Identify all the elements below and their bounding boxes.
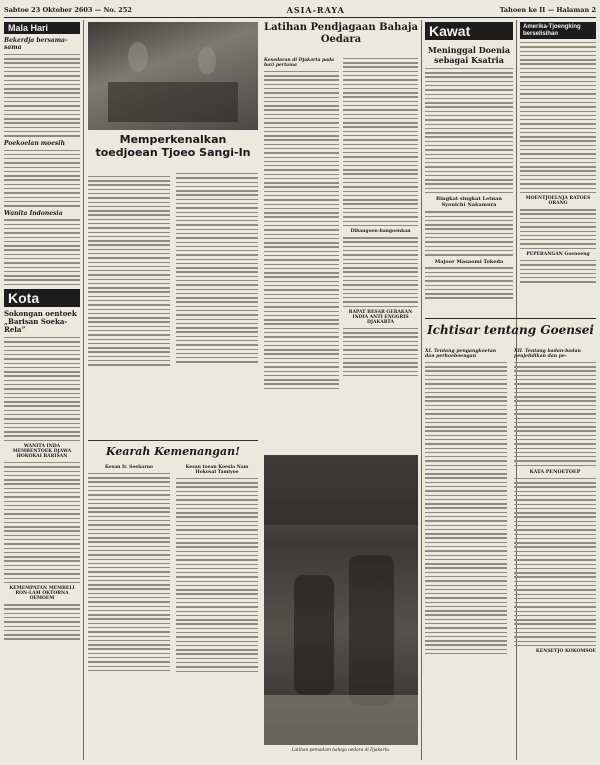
amerika-column [520, 22, 596, 352]
ichtisar-header [425, 318, 596, 341]
article-body [4, 150, 80, 207]
article-body [88, 473, 170, 671]
oedara-subhead-1: Kesedaran di Djakarta pada hari pertama [264, 58, 335, 68]
kawat-headline-3: Majoor Masaomi Tokeda [434, 258, 504, 265]
masthead-date: Sabtoe 23 Oktober 2603 — No. 252 [4, 6, 132, 14]
ichtisar-col-1 [425, 346, 507, 756]
article-body [520, 209, 596, 249]
kearah-header [88, 440, 258, 461]
article-body [4, 462, 80, 583]
article-body [343, 328, 418, 376]
kawat-headline-1: Meninggal Doenia sebagai Ksatria [427, 45, 511, 65]
masthead-page: Tahoen ke II — Halaman 2 [499, 6, 596, 14]
kawat-headline-2: Ringkat singkat Letnan Syouichi Nakamura [435, 196, 503, 209]
kearah-right [176, 462, 258, 762]
article-body [4, 219, 80, 285]
mala-hari-headline-2: Poekoelan moesih [4, 139, 65, 147]
article-body [514, 362, 596, 466]
kearah-subhead-right: Kesan toean Koesia Nam Hokosai Tamiyoe [185, 465, 249, 475]
article-body [425, 267, 513, 298]
left-column [4, 22, 80, 762]
council-photo [88, 22, 258, 130]
article-body [88, 173, 258, 367]
kota-heading: Kota [4, 289, 80, 307]
ichtisar-col-2 [514, 346, 596, 756]
air-raid-drill-photo [264, 455, 418, 745]
kota-headline-2: WANITA INDA MEMBENTOEK DJAWA HOKOKAI BARISAN [12, 444, 72, 460]
kearah-left [88, 462, 170, 762]
oedara-subhead-2: Dibangoen-bangoenkan [350, 229, 411, 235]
mala-hari-headline-1: Bekerdja bersama-sama [4, 37, 68, 51]
article-body [520, 42, 596, 193]
amerika-heading: Amerika-Tjoengking berselisihan [520, 22, 596, 39]
oedara-col-2 [343, 55, 418, 455]
column-separator [83, 20, 84, 760]
ichtisar-sub-2: XII. Tentang badan-badan penjelidikan dan pe- [514, 349, 581, 359]
kearah-headline: Kearah Kemenangan! [106, 445, 240, 458]
ichtisar-sub-3: KATA PENOETOEP [529, 469, 581, 476]
article-body [4, 337, 80, 441]
article-body [520, 260, 596, 283]
article-body [425, 211, 513, 255]
kota-headline-1: Sokongan oentoek „Barisan Soeka-Rela” [4, 309, 77, 335]
article-body [514, 478, 596, 646]
article-body [4, 604, 80, 640]
article-body [4, 54, 80, 137]
ichtisar-sub-1: XI. Tentang pengangkoetan dan perhoeboengan [425, 349, 497, 359]
article-body [343, 237, 418, 307]
kota-headline-3: KEMEMPATAN MEMBELI RON-LAM OKTORNA OEMOEM [9, 586, 75, 602]
oedara-header [264, 22, 418, 52]
amerika-headline-1: MOENTJOELNJA RATOES ORANG [525, 196, 591, 207]
article-body [343, 58, 418, 226]
amerika-headline-2: PEPERANGAN Goenoeng [526, 252, 590, 258]
tjoeo-headline-box [88, 133, 258, 173]
masthead [4, 3, 596, 18]
ichtisar-headline: Ichtisar tentang Goensei [427, 323, 594, 337]
article-body [176, 478, 258, 672]
kawat-column [425, 22, 513, 352]
mala-hari-headline-3: Wanita Indonesia [4, 209, 63, 217]
mala-hari-heading: Mala Hari [4, 22, 80, 34]
kearah-subhead-left: Kesan Ir. Soekarno [105, 465, 153, 470]
article-body [264, 71, 339, 389]
tjoeo-headline: Memperkenalkan toedjoean Tjoeo Sangi-In [95, 133, 251, 159]
tjoeo-article [88, 173, 258, 443]
column-separator [421, 20, 422, 760]
photo-caption: Latihan pemadam bahaja oedara di Djakarta. [291, 748, 391, 753]
oedara-subhead-3: RAPAT BESAR GERAKAN INDIA ANTI ENGGRIS DJAKARTA [348, 310, 413, 326]
article-body [425, 68, 513, 194]
masthead-title: ASIA-RAYA [286, 5, 345, 15]
oedara-col-1 [264, 55, 339, 455]
ichtisar-signoff: KENSETJO KOKOMSOE [535, 649, 596, 655]
article-body [425, 362, 507, 655]
oedara-headline: Latihan Pendjagaan Bahaja Oedara [264, 22, 418, 45]
kawat-heading: Kawat [425, 22, 513, 40]
